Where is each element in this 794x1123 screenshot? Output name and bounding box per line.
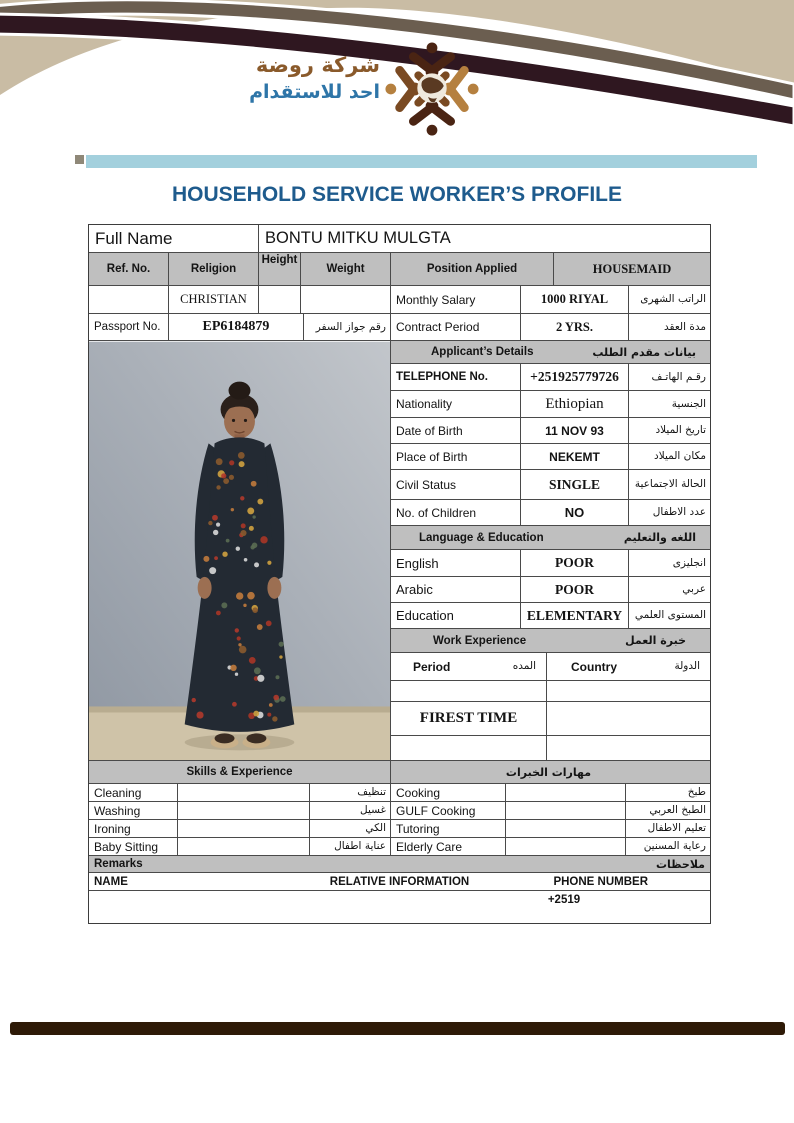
language-education-header xyxy=(391,526,710,550)
work-experience-header-en: Work Experience xyxy=(433,634,527,647)
baby-sitting-label: Baby Sitting xyxy=(89,838,178,856)
language-education-header-ar: اللغه والتعليم xyxy=(623,531,696,544)
hair-bun xyxy=(229,381,251,399)
place-of-birth-label: Place of Birth xyxy=(391,444,521,470)
baby-sitting-arabic: عناية اطفال xyxy=(310,838,391,856)
accent-square xyxy=(75,155,84,164)
height-header: Height xyxy=(259,253,301,286)
applicant-details-header-ar: بيانات مقدم الطلب xyxy=(592,345,696,359)
ironing-value xyxy=(178,820,310,838)
work-row1-period xyxy=(391,681,547,702)
elderly-care-label: Elderly Care xyxy=(391,838,506,856)
people-motif-left xyxy=(400,70,416,107)
telephone-arabic: رقـم الهاتـف xyxy=(629,364,710,391)
cooking-value xyxy=(506,784,626,802)
education-arabic: المستوى العلمي xyxy=(629,603,710,629)
remarks-header-en: Remarks xyxy=(94,858,143,870)
country-header-en: Country xyxy=(571,659,617,674)
passport-no-arabic: رقم جواز السفر xyxy=(304,314,391,341)
weight-value xyxy=(301,286,391,314)
person-head-right xyxy=(468,84,479,95)
skills-header-ar: مهارات الخبرات xyxy=(391,761,710,784)
skills-header-en: Skills & Experience xyxy=(89,761,391,784)
work-row1-country xyxy=(547,681,710,702)
work-experience-header-ar: خبرة العمل xyxy=(625,634,686,647)
nationality-arabic: الجنسية xyxy=(629,391,710,418)
arabic-value: POOR xyxy=(521,577,629,603)
tutoring-value xyxy=(506,820,626,838)
passport-no-value: EP6184879 xyxy=(169,314,304,341)
nationality-value: Ethiopian xyxy=(521,391,629,418)
ref-no-header: Ref. No. xyxy=(89,253,169,286)
gulf-cooking-value xyxy=(506,802,626,820)
relative-information-label: RELATIVE INFORMATION xyxy=(329,875,470,888)
elderly-care-arabic: رعاية المسنين xyxy=(626,838,710,856)
position-applied-header: Position Applied xyxy=(391,253,554,286)
english-value: POOR xyxy=(521,550,629,577)
remarks-header-ar: ملاحظات xyxy=(656,857,705,871)
person-head-left xyxy=(385,84,396,95)
company-name-line1: شركة روضة xyxy=(255,53,380,77)
civil-status-arabic: الحالة الاجتماعية xyxy=(629,470,710,500)
work-experience-value: FIREST TIME xyxy=(391,702,547,736)
contract-period-arabic: مدة العقد xyxy=(629,314,710,341)
worker-profile-table xyxy=(88,224,711,924)
work-row3-period xyxy=(391,736,547,761)
cleaning-label: Cleaning xyxy=(89,784,178,802)
relative-phone-label: PHONE NUMBER xyxy=(553,875,648,888)
left-hand xyxy=(198,576,212,598)
gulf-cooking-arabic: الطبخ العربي xyxy=(626,802,710,820)
work-experience-header xyxy=(391,629,710,653)
work-row3-country xyxy=(547,736,710,761)
period-header-en: Period xyxy=(413,659,451,674)
period-header xyxy=(391,653,547,681)
full-name-value: BONTU MITKU MULGTA xyxy=(259,225,710,253)
civil-status-label: Civil Status xyxy=(391,470,521,500)
monthly-salary-value: 1000 RIYAL xyxy=(521,286,629,314)
language-education-header-en: Language & Education xyxy=(419,531,544,544)
arabic-arabic: عربي xyxy=(629,577,710,603)
date-of-birth-label: Date of Birth xyxy=(391,418,521,444)
height-value xyxy=(259,286,301,314)
relative-name-label: NAME xyxy=(94,875,128,888)
right-hand xyxy=(267,576,281,598)
country-header xyxy=(547,653,710,681)
arabic-label: Arabic xyxy=(391,577,521,603)
worker-photo xyxy=(89,341,391,761)
passport-no-label: Passport No. xyxy=(89,314,169,341)
telephone-value: +251925779726 xyxy=(521,364,629,391)
people-motif-right xyxy=(449,70,465,107)
people-motif-top xyxy=(413,57,450,73)
people-motif-bottom xyxy=(413,106,450,122)
tutoring-label: Tutoring xyxy=(391,820,506,838)
company-logo-emblem xyxy=(383,40,481,138)
baby-sitting-value xyxy=(178,838,310,856)
cleaning-arabic: تنظيف xyxy=(310,784,391,802)
education-value: ELEMENTARY xyxy=(521,603,629,629)
civil-status-value: SINGLE xyxy=(521,470,629,500)
weight-header: Weight xyxy=(301,253,391,286)
monthly-salary-label: Monthly Salary xyxy=(391,286,521,314)
telephone-label: TELEPHONE No. xyxy=(391,364,521,391)
contract-period-value: 2 YRS. xyxy=(521,314,629,341)
washing-arabic: غسيل xyxy=(310,802,391,820)
washing-value xyxy=(178,802,310,820)
cooking-label: Cooking xyxy=(391,784,506,802)
children-label: No. of Children xyxy=(391,500,521,526)
floor-shadow xyxy=(185,734,295,750)
person-head-bottom xyxy=(427,125,438,136)
cooking-arabic: طبخ xyxy=(626,784,710,802)
relative-phone-value: +2519 xyxy=(547,894,581,906)
company-logo-text xyxy=(249,52,380,106)
contract-period-label: Contract Period xyxy=(391,314,521,341)
ref-no-value xyxy=(89,286,169,314)
english-arabic: انجليزى xyxy=(629,550,710,577)
monthly-salary-arabic: الراتب الشهرى xyxy=(629,286,710,314)
religion-header: Religion xyxy=(169,253,259,286)
footer-bar xyxy=(10,1022,785,1035)
applicant-details-header-en: Applicant’s Details xyxy=(431,346,534,358)
religion-value: CHRISTIAN xyxy=(169,286,259,314)
page-title: HOUSEHOLD SERVICE WORKER’S PROFILE xyxy=(172,183,622,206)
period-header-ar: المده xyxy=(512,660,536,672)
children-arabic: عدد الاطفال xyxy=(629,500,710,526)
ironing-label: Ironing xyxy=(89,820,178,838)
washing-label: Washing xyxy=(89,802,178,820)
work-row2-country xyxy=(547,702,710,736)
country-header-ar: الدولة xyxy=(674,660,700,672)
relative-info-row xyxy=(89,873,710,891)
date-of-birth-arabic: تاريخ الميلاد xyxy=(629,418,710,444)
position-value: HOUSEMAID xyxy=(554,253,710,286)
ironing-arabic: الكي xyxy=(310,820,391,838)
accent-bar xyxy=(86,155,757,168)
place-of-birth-value: NEKEMT xyxy=(521,444,629,470)
company-name-line2: احد للاستقدام xyxy=(249,81,380,103)
nationality-label: Nationality xyxy=(391,391,521,418)
cleaning-value xyxy=(178,784,310,802)
person-head-top xyxy=(427,42,438,53)
place-of-birth-arabic: مكان الميلاد xyxy=(629,444,710,470)
remarks-header xyxy=(89,856,710,873)
education-label: Education xyxy=(391,603,521,629)
full-name-label: Full Name xyxy=(89,225,259,253)
children-value: NO xyxy=(521,500,629,526)
tutoring-arabic: تعليم الاطفال xyxy=(626,820,710,838)
elderly-care-value xyxy=(506,838,626,856)
english-label: English xyxy=(391,550,521,577)
gulf-cooking-label: GULF Cooking xyxy=(391,802,506,820)
applicant-details-header xyxy=(391,341,710,364)
date-of-birth-value: 11 NOV 93 xyxy=(521,418,629,444)
